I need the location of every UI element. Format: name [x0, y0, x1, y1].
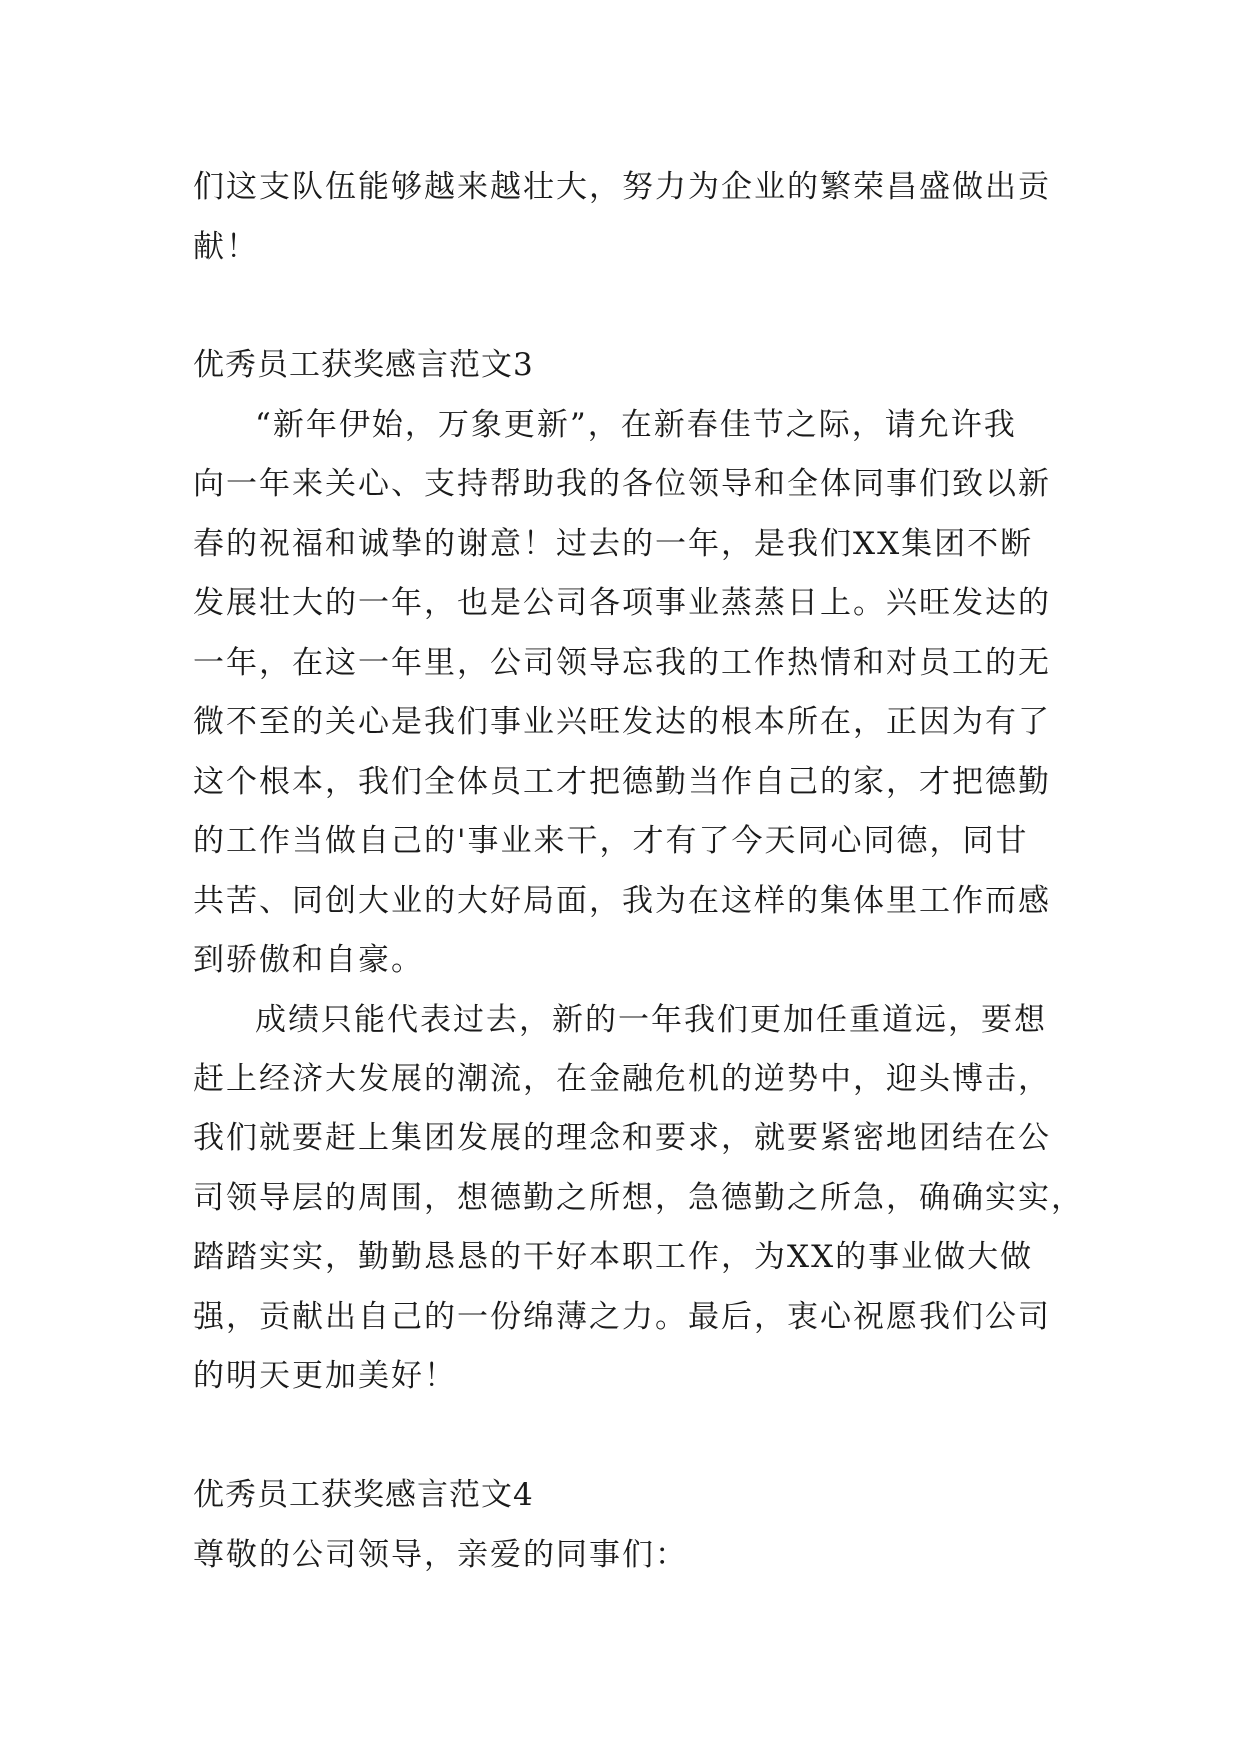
paragraph-line: 共苦、同创大业的大好局面，我为在这样的集体里工作而感: [193, 883, 1051, 919]
paragraph-line: 到骄傲和自豪。: [193, 942, 424, 978]
paragraph-line: 献！: [193, 229, 259, 265]
paragraph-line: 尊敬的公司领导，亲爱的同事们：: [193, 1537, 688, 1573]
paragraph-line: 的明天更加美好！: [193, 1358, 457, 1394]
paragraph-line: 强，贡献出自己的一份绵薄之力。最后，衷心祝愿我们公司: [193, 1299, 1051, 1335]
paragraph-line: 春的祝福和诚挚的谢意！过去的一年，是我们XX集团不断: [193, 526, 1034, 562]
paragraph-line: 成绩只能代表过去，新的一年我们更加任重道远，要想: [255, 1002, 1047, 1038]
paragraph-line: 发展壮大的一年，也是公司各项事业蒸蒸日上。兴旺发达的: [193, 585, 1051, 621]
paragraph-line: 一年，在这一年里，公司领导忘我的工作热情和对员工的无: [193, 645, 1051, 681]
paragraph-line: “新年伊始，万象更新”，在新春佳节之际，请允许我: [255, 407, 1017, 443]
section-heading: 优秀员工获奖感言范文4: [193, 1477, 534, 1513]
paragraph-line: 向一年来关心、支持帮助我的各位领导和全体同事们致以新: [193, 466, 1051, 502]
paragraph-line: 微不至的关心是我们事业兴旺发达的根本所在，正因为有了: [193, 704, 1051, 740]
paragraph-line: 我们就要赶上集团发展的理念和要求，就要紧密地团结在公: [193, 1120, 1051, 1156]
paragraph-line: 的工作当做自己的'事业来干，才有了今天同心同德，同甘: [193, 823, 1029, 859]
paragraph-line: 这个根本，我们全体员工才把德勤当作自己的家，才把德勤: [193, 764, 1051, 800]
paragraph-line: 踏踏实实，勤勤恳恳的干好本职工作，为XX的事业做大做: [193, 1239, 1034, 1275]
paragraph-line: 们这支队伍能够越来越壮大，努力为企业的繁荣昌盛做出贡: [193, 169, 1051, 205]
section-heading: 优秀员工获奖感言范文3: [193, 347, 534, 383]
paragraph-line: 司领导层的周围，想德勤之所想，急德勤之所急，确确实实，: [193, 1180, 1084, 1216]
paragraph-line: 赶上经济大发展的潮流，在金融危机的逆势中，迎头博击，: [193, 1061, 1051, 1097]
